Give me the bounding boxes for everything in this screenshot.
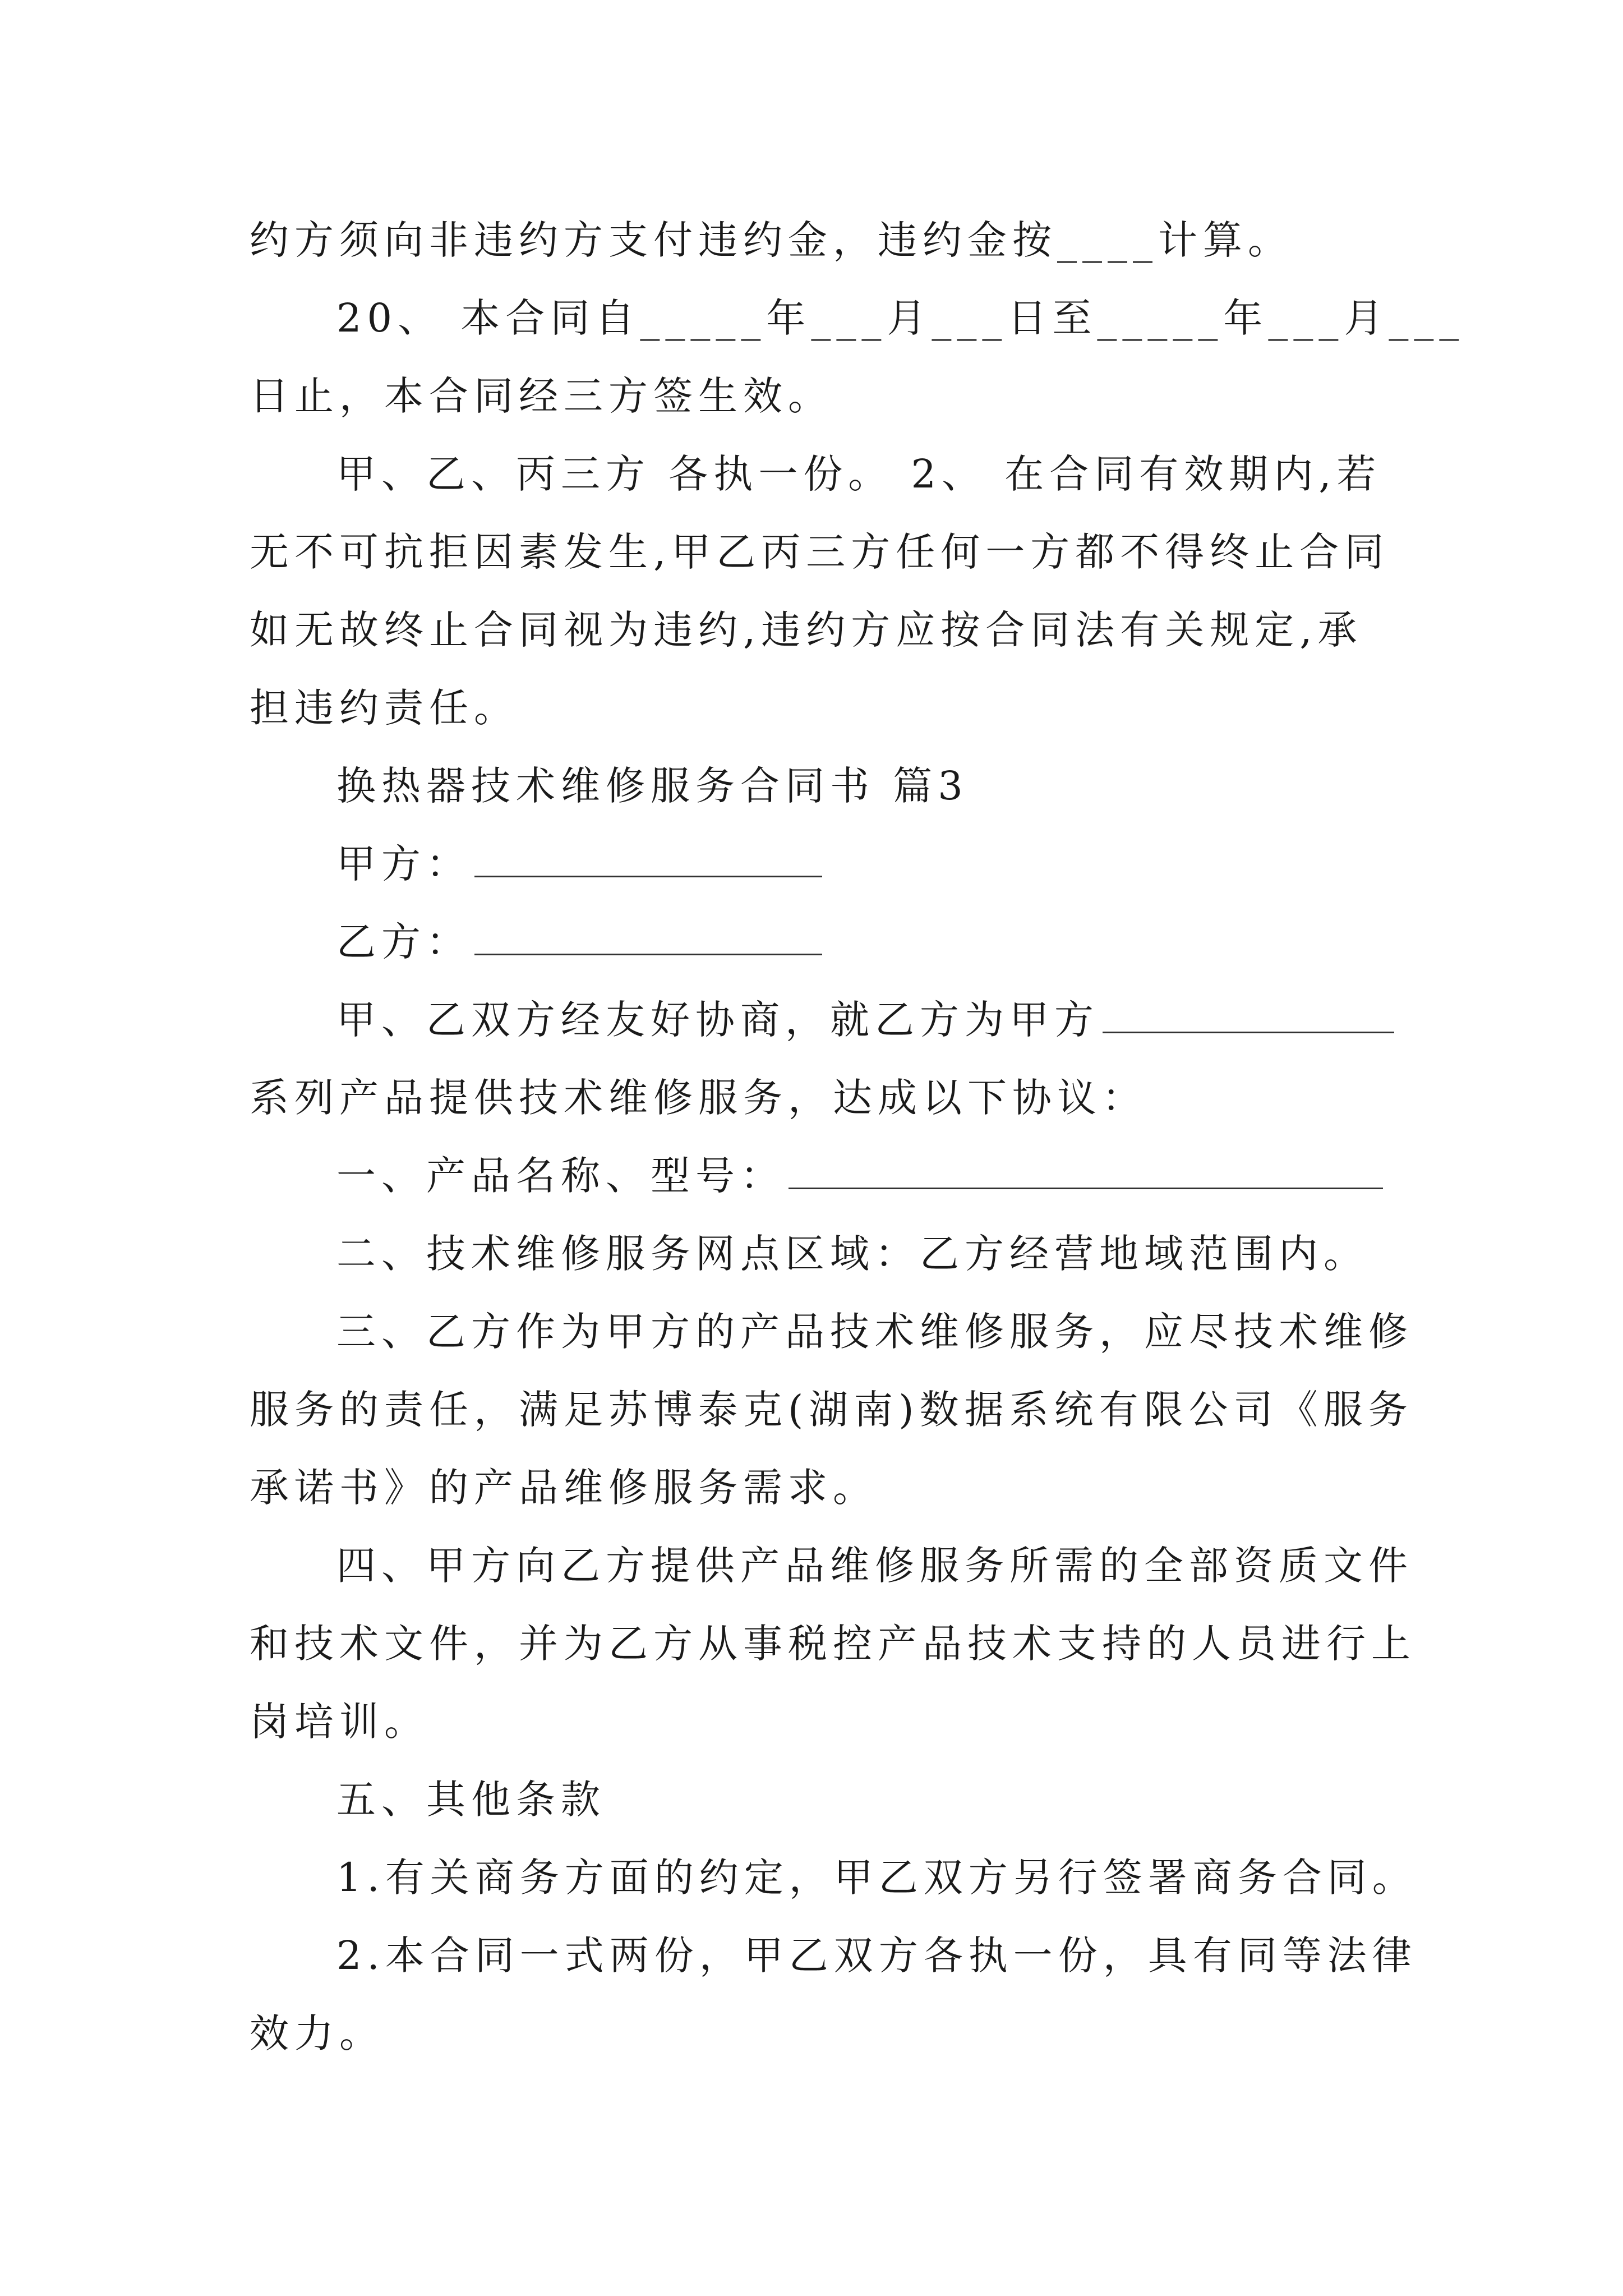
- text-line: 1.有关商务方面的约定，甲乙双方另行签署商务合同。: [336, 1855, 1417, 1901]
- text-line: 担违约责任。: [250, 685, 519, 731]
- text-line: 2.本合同一式两份，甲乙双方各执一份，具有同等法律: [336, 1932, 1417, 1978]
- text-line: 系列产品提供技术维修服务，达成以下协议：: [250, 1075, 1147, 1121]
- text-line: 和技术文件，并为乙方从事税控产品技术支持的人员进行上: [250, 1621, 1416, 1667]
- text-line: 岗培训。: [250, 1699, 429, 1745]
- party-b-label: 乙方：: [336, 919, 471, 965]
- text-line: 日止，本合同经三方签生效。: [250, 373, 833, 419]
- product-line: [336, 1151, 1386, 1201]
- party-a-label: 甲方：: [336, 841, 471, 887]
- product-series-blank: [1103, 998, 1394, 1033]
- party-a-line: [336, 839, 826, 889]
- text-line: 20、 本合同自_____年___月___日至_____年___月___: [336, 295, 1465, 341]
- agreement-intro-line: [336, 995, 1398, 1045]
- party-b-line: [336, 917, 826, 967]
- text-line: 约方须向非违约方支付违约金，违约金按____计算。: [250, 217, 1293, 263]
- text-line: 效力。: [250, 2010, 384, 2056]
- product-blank: [789, 1154, 1383, 1189]
- text-line: 承诺书》的产品维修服务需求。: [250, 1465, 878, 1511]
- agreement-intro-text: 甲、乙双方经友好协商，就乙方为甲方: [336, 997, 1099, 1043]
- text-line: 四、甲方向乙方提供产品维修服务所需的全部资质文件: [336, 1543, 1413, 1589]
- text-line: 甲、乙、丙三方 各执一份。 2、 在合同有效期内,若: [336, 451, 1382, 497]
- party-b-blank: [474, 920, 822, 955]
- text-line: 五、其他条款: [336, 1777, 606, 1823]
- party-a-blank: [474, 842, 822, 877]
- text-line: 如无故终止合同视为违约,违约方应按合同法有关规定,承: [250, 607, 1363, 653]
- text-line: 服务的责任，满足苏博泰克(湖南)数据系统有限公司《服务: [250, 1387, 1413, 1433]
- text-line: 无不可抗拒因素发生,甲乙丙三方任何一方都不得终止合同: [250, 529, 1390, 575]
- text-line: 三、乙方作为甲方的产品技术维修服务，应尽技术维修: [336, 1309, 1413, 1355]
- text-line: 二、技术维修服务网点区域：乙方经营地域范围内。: [336, 1231, 1368, 1277]
- product-label: 一、产品名称、型号：: [336, 1153, 785, 1199]
- section-heading: 换热器技术维修服务合同书 篇3: [336, 763, 969, 809]
